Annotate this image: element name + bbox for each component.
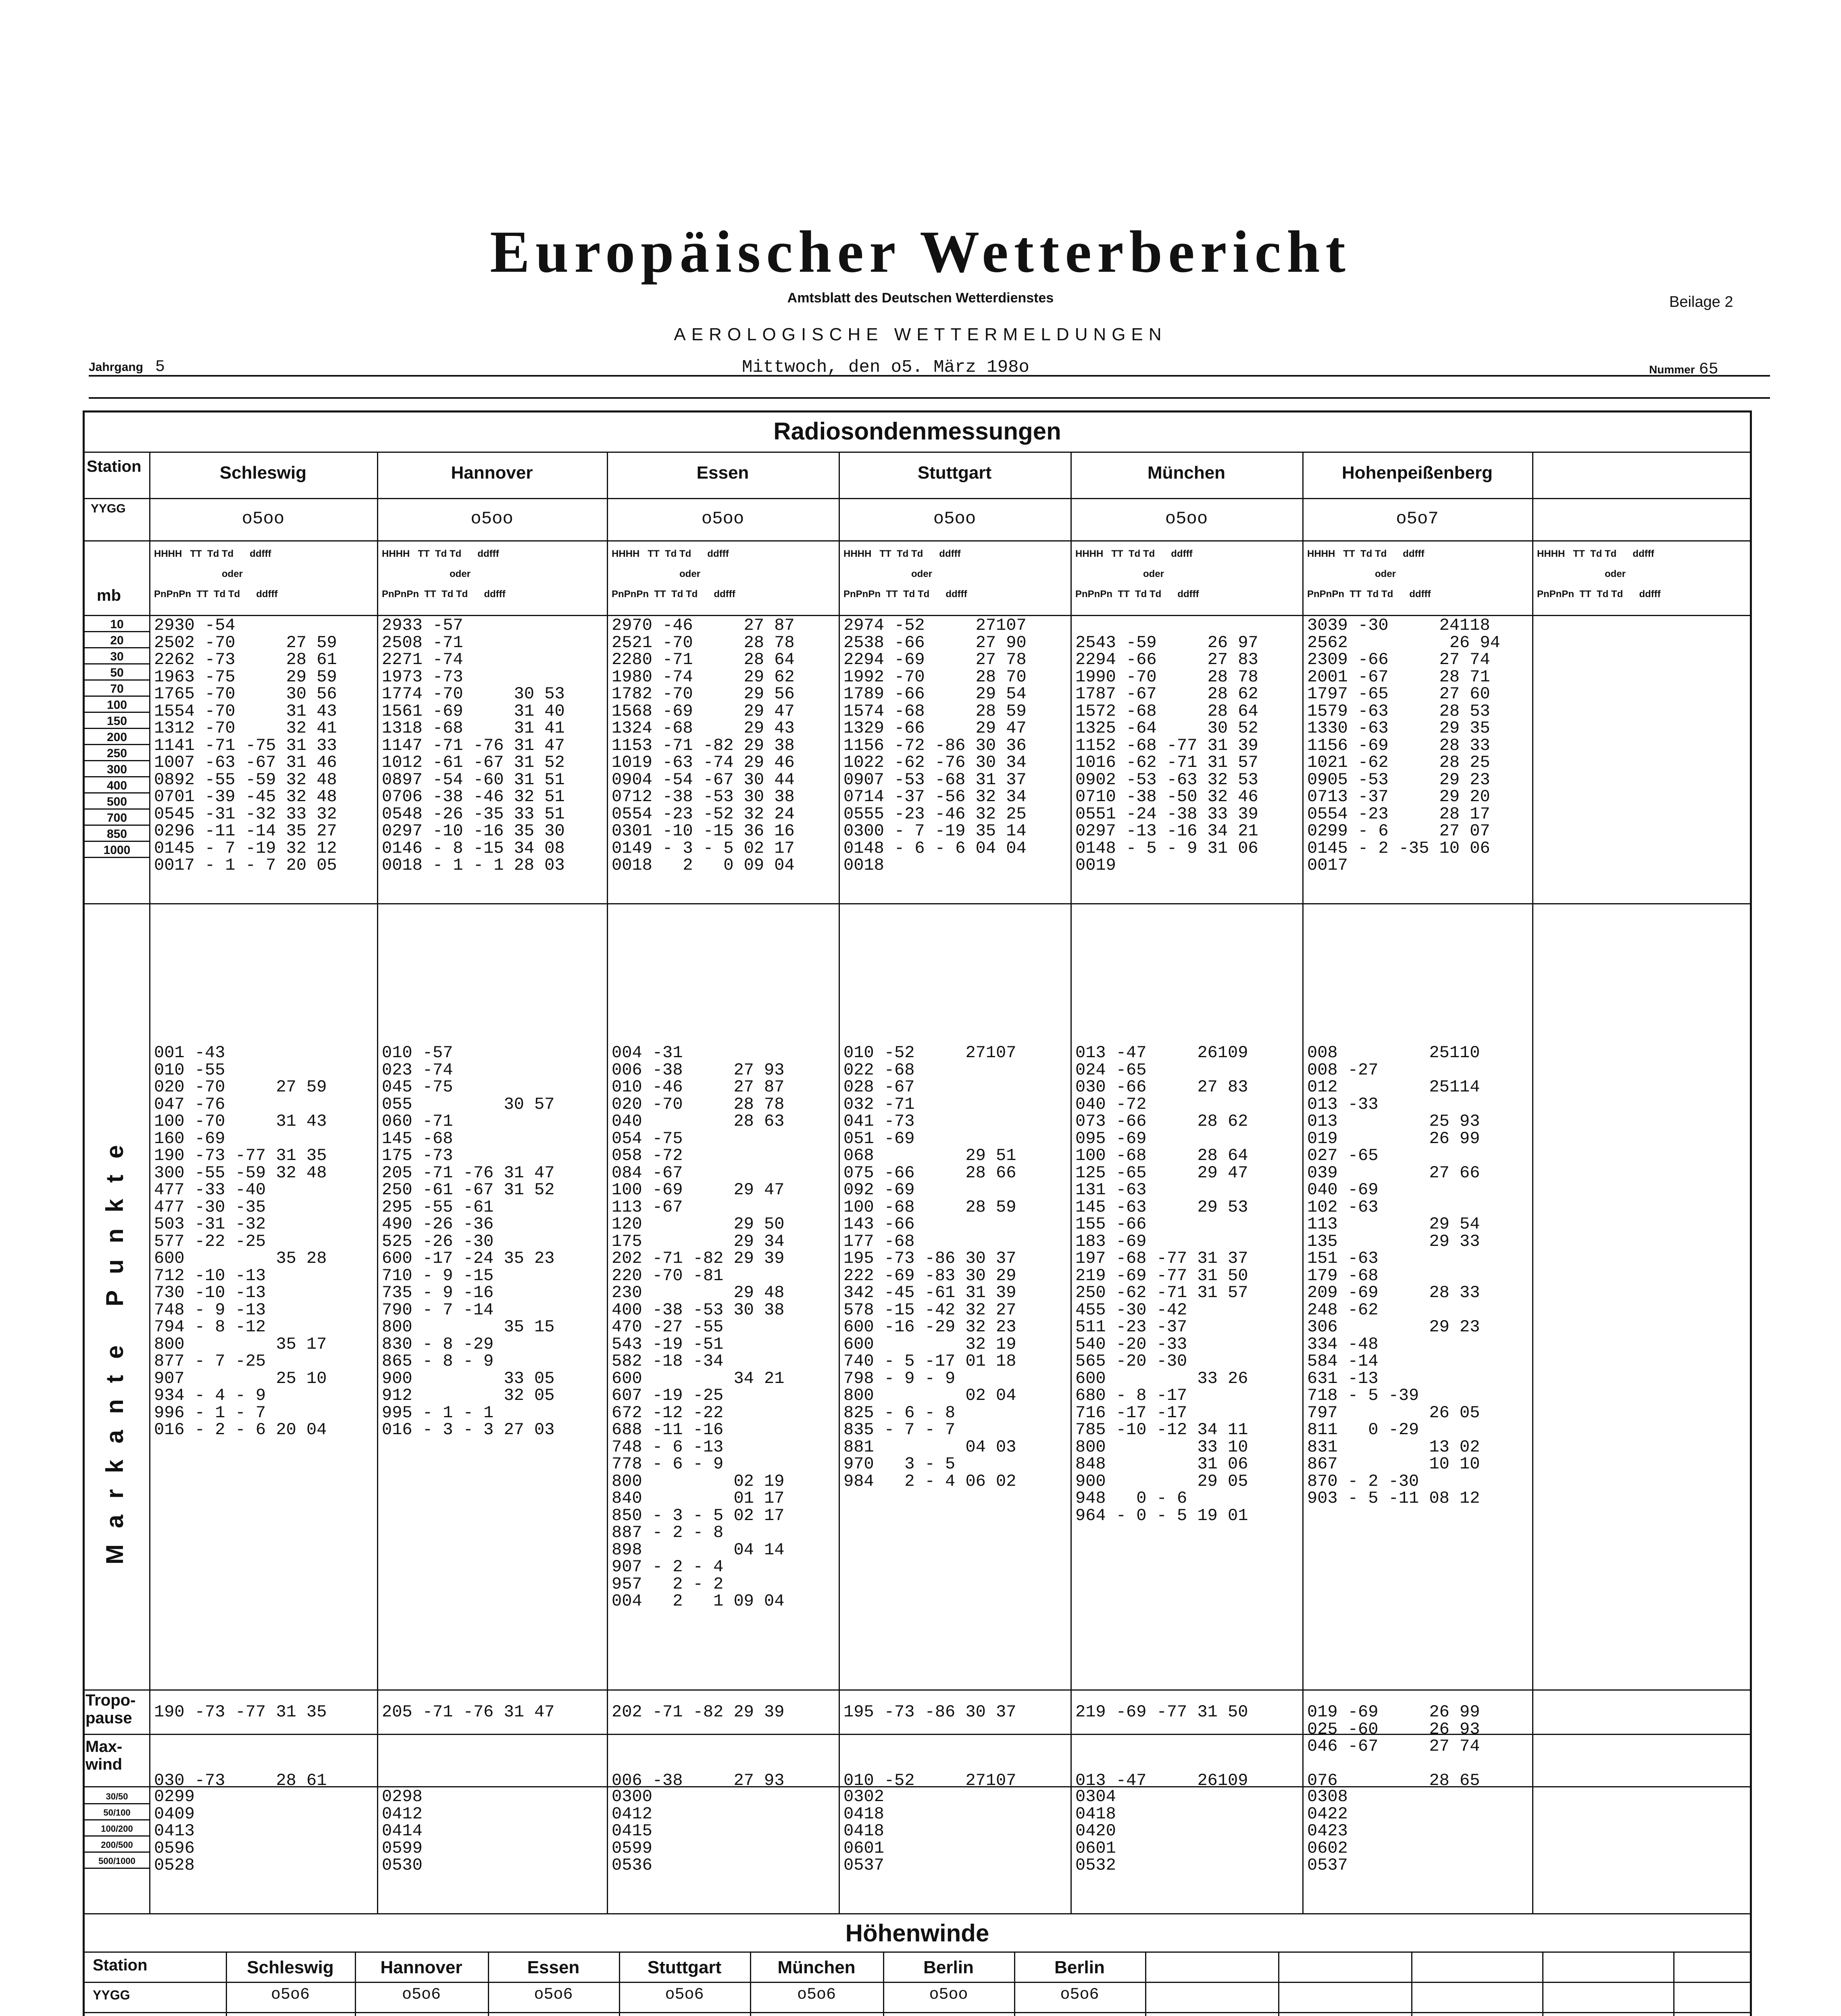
colhead-2: PnPnPn TT Td Td ddfff bbox=[1307, 589, 1431, 600]
thickness-5: 0308 0422 0423 0602 0537 bbox=[1307, 1787, 1348, 1875]
hoehen-yygg-5: o5oo bbox=[929, 1986, 968, 2004]
thickness-label: 100/200 bbox=[85, 1820, 149, 1837]
hoehen-rule bbox=[83, 1951, 1752, 1953]
hoehen-yygg-3: o5o6 bbox=[665, 1986, 704, 2004]
radio-station-0: Schleswig bbox=[219, 463, 307, 483]
tropopause-4: 219 -69 -77 31 50 bbox=[1075, 1702, 1248, 1722]
header-rule-2 bbox=[89, 397, 1770, 399]
colhead-1: HHHH TT Td Td ddfff bbox=[612, 548, 729, 559]
nummer-value: 65 bbox=[1699, 360, 1718, 379]
markante-punkte-4: 013 -47 26109 024 -65 030 -66 27 83 040 -72 073 -66 28 62 095 -69 100 -68 28 64 125 -65 29 47 131 -63 145 -63 29 53 155 -66 183 -69 197 -68 -77 31 37 219 -69 -77 31 50 250 -62 -71 31 57 455 -30 -42 511 -23 -37 540 -20 -33 565 -20 -30 600 33 26 680 - 8 -17 716 -17 -17 785 -10 -12 34 11 800 33 10 848 31 06 900 29 05 948 0 - 6 964 - 0 - 5 19 01 bbox=[1075, 1043, 1248, 1525]
thickness-label: 200/500 bbox=[85, 1837, 149, 1853]
colhead-2: PnPnPn TT Td Td ddfff bbox=[382, 589, 506, 600]
hoehen-col-rule bbox=[1278, 1951, 1279, 2016]
tropopause-label: Tropo-pause bbox=[85, 1691, 136, 1727]
mb-level-column bbox=[85, 616, 149, 858]
thickness-2: 0300 0412 0415 0599 0536 bbox=[612, 1787, 652, 1875]
std-levels-4: 2543 -59 26 97 2294 -66 27 83 1990 -70 28 78 1787 -67 28 62 1572 -68 28 64 1325 -64 30 52 1152 -68 -77 31 39 1016 -62 -71 31 57 0902 -53 -63 32 53 0710 -38 -50 32 46 0551 -24 -38 33 39 0297 -13 -16 34 21 0148 - 5 - 9 31 06 0019 bbox=[1075, 633, 1258, 875]
colhead-oder: oder bbox=[679, 569, 701, 579]
thickness-label: 500/1000 bbox=[85, 1853, 149, 1869]
hoehen-col-rule bbox=[1673, 1951, 1674, 2016]
tropopause-5: 019 -69 26 99 025 -60 26 93 046 -67 27 74 bbox=[1307, 1702, 1480, 1756]
issue-number bbox=[1649, 360, 1718, 379]
radio-rule bbox=[83, 1913, 1752, 1914]
jahrgang-value: 5 bbox=[155, 358, 165, 376]
colhead-2: PnPnPn TT Td Td ddfff bbox=[154, 589, 278, 600]
colhead-1: HHHH TT Td Td ddfff bbox=[1075, 548, 1193, 559]
colhead-1: HHHH TT Td Td ddfff bbox=[843, 548, 961, 559]
colhead-2: PnPnPn TT Td Td ddfff bbox=[1075, 589, 1199, 600]
mb-level: 20 bbox=[85, 632, 149, 648]
maxwind-2: 006 -38 27 93 bbox=[612, 1771, 785, 1790]
radio-col-rule bbox=[1302, 452, 1304, 1913]
report-subtitle: Amtsblatt des Deutschen Wetterdienstes bbox=[787, 290, 1054, 306]
std-levels-1: 2933 -57 2508 -71 2271 -74 1973 -73 1774 -70 30 53 1561 -69 31 40 1318 -68 31 41 1147 -71 -76 31 47 1012 -61 -67 31 52 0897 -54 -60 31 51 0706 -38 -46 32 51 0548 -26 -35 33 51 0297 -10 -16 35 30 0146 - 8 -15 34 08 0018 - 1 - 1 28 03 bbox=[382, 616, 565, 875]
radio-yygg-1: o5oo bbox=[471, 509, 513, 529]
colhead-oder: oder bbox=[450, 569, 471, 579]
mb-level: 100 bbox=[85, 697, 149, 713]
colhead-oder: oder bbox=[1143, 569, 1164, 579]
radio-station-4: München bbox=[1147, 463, 1226, 483]
colhead-1: HHHH TT Td Td ddfff bbox=[154, 548, 271, 559]
thickness-label: 50/100 bbox=[85, 1804, 149, 1820]
hoehen-station-3: Stuttgart bbox=[647, 1958, 722, 1977]
hoehen-station-label: Station bbox=[93, 1956, 148, 1974]
radio-rule bbox=[83, 498, 1752, 499]
mb-level: 250 bbox=[85, 745, 149, 761]
markante-punkte-2: 004 -31 006 -38 27 93 010 -46 27 87 020 -70 28 78 040 28 63 054 -75 058 -72 084 -67 100 -69 29 47 113 -67 120 29 50 175 29 34 202 -71 -82 29 39 220 -70 -81 230 29 48 400 -38 -53 30 38 470 -27 -55 543 -19 -51 582 -18 -34 600 34 21 607 -19 -25 672 -12 -22 688 -11 -16 748 - 6 -13 778 - 6 - 9 800 02 19 840 01 17 850 - 3 - 5 02 17 887 - 2 - 8 898 04 14 907 - 2 - 4 957 2 - 2 004 2 1 09 04 bbox=[612, 1043, 785, 1611]
hoehen-yygg-4: o5o6 bbox=[797, 1986, 836, 2004]
tropopause-1: 205 -71 -76 31 47 bbox=[382, 1702, 555, 1722]
colhead-oder: oder bbox=[1605, 569, 1626, 579]
thickness-1: 0298 0412 0414 0599 0530 bbox=[382, 1787, 423, 1875]
hoehen-col-rule bbox=[1145, 1951, 1146, 2016]
colhead-oder: oder bbox=[1375, 569, 1396, 579]
radio-col-rule bbox=[1070, 452, 1072, 1913]
colhead-2: PnPnPn TT Td Td ddfff bbox=[1537, 589, 1661, 600]
radio-yygg-2: o5oo bbox=[701, 509, 744, 529]
nummer-label: Nummer bbox=[1649, 363, 1695, 376]
thickness-3: 0302 0418 0418 0601 0537 bbox=[843, 1787, 884, 1875]
hoehen-station-4: München bbox=[777, 1958, 856, 1977]
hoehen-yygg-6: o5o6 bbox=[1060, 1986, 1099, 2004]
thickness-4: 0304 0418 0420 0601 0532 bbox=[1075, 1787, 1116, 1875]
report-title: Europäischer Wetterbericht bbox=[490, 219, 1351, 285]
radio-station-1: Hannover bbox=[451, 463, 533, 483]
tropopause-3: 195 -73 -86 30 37 bbox=[843, 1702, 1016, 1722]
hoehen-rule bbox=[83, 1982, 1752, 1983]
mb-level: 150 bbox=[85, 713, 149, 729]
station-label: Station bbox=[87, 458, 142, 475]
mb-level: 50 bbox=[85, 664, 149, 681]
issue-date: Mittwoch, den o5. März 198o bbox=[742, 357, 1029, 377]
thickness-labels bbox=[85, 1788, 149, 1869]
radio-rule bbox=[83, 903, 1752, 904]
radio-col-rule bbox=[839, 452, 840, 1913]
maxwind-5: 076 28 65 bbox=[1307, 1771, 1480, 1790]
hoehen-yygg-1: o5o6 bbox=[402, 1986, 441, 2004]
radio-rule bbox=[83, 1689, 1752, 1691]
colhead-1: HHHH TT Td Td ddfff bbox=[1307, 548, 1424, 559]
hoehen-station-2: Essen bbox=[527, 1958, 580, 1977]
std-levels-2: 2970 -46 27 87 2521 -70 28 78 2280 -71 28 64 1980 -74 29 62 1782 -70 29 56 1568 -69 29 47 1324 -68 29 43 1153 -71 -82 29 38 1019 -63 -74 29 46 0904 -54 -67 30 44 0712 -38 -53 30 38 0554 -23 -52 32 24 0301 -10 -15 36 16 0149 - 3 - 5 02 17 0018 2 0 09 04 bbox=[612, 616, 795, 875]
hoehen-yygg-label: YYGG bbox=[93, 1988, 130, 2002]
std-levels-5: 3039 -30 24118 2562 26 94 2309 -66 27 74 2001 -67 28 71 1797 -65 27 60 1579 -63 28 53 1330 -63 29 35 1156 -69 28 33 1021 -62 28 25 0905 -53 29 23 0713 -37 29 20 0554 -23 28 17 0299 - 6 27 07 0145 - 2 -35 10 06 0017 bbox=[1307, 616, 1500, 875]
tropopause-0: 190 -73 -77 31 35 bbox=[154, 1702, 327, 1722]
thickness-0: 0299 0409 0413 0596 0528 bbox=[154, 1787, 195, 1875]
colhead-1: HHHH TT Td Td ddfff bbox=[382, 548, 499, 559]
mb-level: 850 bbox=[85, 826, 149, 842]
hoehen-yygg-2: o5o6 bbox=[534, 1986, 573, 2004]
radio-station-2: Essen bbox=[696, 463, 749, 483]
colhead-1: HHHH TT Td Td ddfff bbox=[1537, 548, 1654, 559]
aero-heading: AEROLOGISCHE WETTERMELDUNGEN bbox=[674, 325, 1167, 344]
mb-level: 400 bbox=[85, 777, 149, 793]
colhead-2: PnPnPn TT Td Td ddfff bbox=[612, 589, 735, 600]
colhead-oder: oder bbox=[222, 569, 243, 579]
radio-col-rule bbox=[149, 452, 150, 1913]
beilage-label: Beilage 2 bbox=[1669, 294, 1733, 310]
markante-punkte-label: Markante Punkte bbox=[101, 1129, 128, 1565]
colhead-2: PnPnPn TT Td Td ddfff bbox=[843, 589, 967, 600]
hoehen-station-0: Schleswig bbox=[247, 1958, 334, 1977]
radio-station-3: Stuttgart bbox=[917, 463, 992, 483]
std-levels-0: 2930 -54 2502 -70 27 59 2262 -73 28 61 1963 -75 29 59 1765 -70 30 56 1554 -70 31 43 1312 -70 32 41 1141 -71 -75 31 33 1007 -63 -67 31 46 0892 -55 -59 32 48 0701 -39 -45 32 48 0545 -31 -32 33 32 0296 -11 -14 35 27 0145 - 7 -19 32 12 0017 - 1 - 7 20 05 bbox=[154, 616, 337, 875]
mb-level: 70 bbox=[85, 681, 149, 697]
hoehen-rule bbox=[83, 2012, 1752, 2013]
radiosonde-title: Radiosondenmessungen bbox=[773, 418, 1061, 445]
radio-station-5: Hohenpeißenberg bbox=[1341, 463, 1493, 483]
radio-yygg-4: o5oo bbox=[1165, 509, 1208, 529]
maxwind-4: 013 -47 26109 bbox=[1075, 1771, 1248, 1790]
hoehen-col-rule bbox=[1411, 1951, 1412, 2016]
radio-rule bbox=[83, 540, 1752, 541]
radio-yygg-0: o5oo bbox=[242, 509, 285, 529]
hoehen-station-5: Berlin bbox=[923, 1958, 974, 1977]
radio-rule bbox=[83, 452, 1752, 453]
hoehenwinde-title: Höhenwinde bbox=[845, 1920, 989, 1947]
yygg-label: YYGG bbox=[91, 502, 126, 515]
mb-level: 500 bbox=[85, 793, 149, 810]
mb-level: 10 bbox=[85, 616, 149, 632]
thickness-label: 30/50 bbox=[85, 1788, 149, 1804]
jahrgang bbox=[89, 358, 165, 376]
hoehen-station-6: Berlin bbox=[1054, 1958, 1105, 1977]
mb-level: 30 bbox=[85, 648, 149, 664]
markante-punkte-0: 001 -43 010 -55 020 -70 27 59 047 -76 100 -70 31 43 160 -69 190 -73 -77 31 35 300 -55 -59 32 48 477 -33 -40 477 -30 -35 503 -31 -32 577 -22 -25 600 35 28 712 -10 -13 730 -10 -13 748 - 9 -13 794 - 8 -12 800 35 17 877 - 7 -25 907 25 10 934 - 4 - 9 996 - 1 - 7 016 - 2 - 6 20 04 bbox=[154, 1043, 327, 1439]
std-levels-3: 2974 -52 27107 2538 -66 27 90 2294 -69 27 78 1992 -70 28 70 1789 -66 29 54 1574 -68 28 59 1329 -66 29 47 1156 -72 -86 30 36 1022 -62 -76 30 34 0907 -53 -68 31 37 0714 -37 -56 32 34 0555 -23 -46 32 25 0300 - 7 -19 35 14 0148 - 6 - 6 04 04 0018 bbox=[843, 616, 1027, 875]
mb-level: 300 bbox=[85, 761, 149, 777]
hoehen-col-rule bbox=[1542, 1951, 1543, 2016]
hoehen-station-1: Hannover bbox=[380, 1958, 462, 1977]
maxwind-label: Max-wind bbox=[85, 1738, 123, 1773]
radio-col-rule bbox=[1532, 452, 1533, 1913]
mb-level: 200 bbox=[85, 729, 149, 745]
mb-level: 700 bbox=[85, 810, 149, 826]
radio-col-rule bbox=[377, 452, 378, 1913]
radio-col-rule bbox=[607, 452, 608, 1913]
hoehen-yygg-0: o5o6 bbox=[271, 1986, 310, 2004]
tropopause-2: 202 -71 -82 29 39 bbox=[612, 1702, 785, 1722]
radio-yygg-5: o5o7 bbox=[1396, 509, 1439, 529]
colhead-oder: oder bbox=[911, 569, 933, 579]
radio-yygg-3: o5oo bbox=[933, 509, 976, 529]
maxwind-3: 010 -52 27107 bbox=[843, 1771, 1016, 1790]
mb-label: mb bbox=[97, 587, 121, 604]
mb-level: 1000 bbox=[85, 842, 149, 858]
radio-rule bbox=[83, 1734, 1752, 1735]
markante-punkte-1: 010 -57 023 -74 045 -75 055 30 57 060 -71 145 -68 175 -73 205 -71 -76 31 47 250 -61 -67 31 52 295 -55 -61 490 -26 -36 525 -26 -30 600 -17 -24 35 23 710 - 9 -15 735 - 9 -16 790 - 7 -14 800 35 15 830 - 8 -29 865 - 8 - 9 900 33 05 912 32 05 995 - 1 - 1 016 - 3 - 3 27 03 bbox=[382, 1043, 555, 1439]
markante-punkte-5: 008 25110 008 -27 012 25114 013 -33 013 25 93 019 26 99 027 -65 039 27 66 040 -69 102 -63 113 29 54 135 29 33 151 -63 179 -68 209 -69 28 33 248 -62 306 29 23 334 -48 584 -14 631 -13 718 - 5 -39 797 26 05 811 0 -29 831 13 02 867 10 10 870 - 2 -30 903 - 5 -11 08 12 bbox=[1307, 1043, 1480, 1508]
jahrgang-label: Jahrgang bbox=[89, 360, 144, 374]
markante-punkte-3: 010 -52 27107 022 -68 028 -67 032 -71 041 -73 051 -69 068 29 51 075 -66 28 66 092 -69 100 -68 28 59 143 -66 177 -68 195 -73 -86 30 37 222 -69 -83 30 29 342 -45 -61 31 39 578 -15 -42 32 27 600 -16 -29 32 23 600 32 19 740 - 5 -17 01 18 798 - 9 - 9 800 02 04 825 - 6 - 8 835 - 7 - 7 881 04 03 970 3 - 5 984 2 - 4 06 02 bbox=[843, 1043, 1016, 1491]
maxwind-0: 030 -73 28 61 bbox=[154, 1771, 327, 1790]
